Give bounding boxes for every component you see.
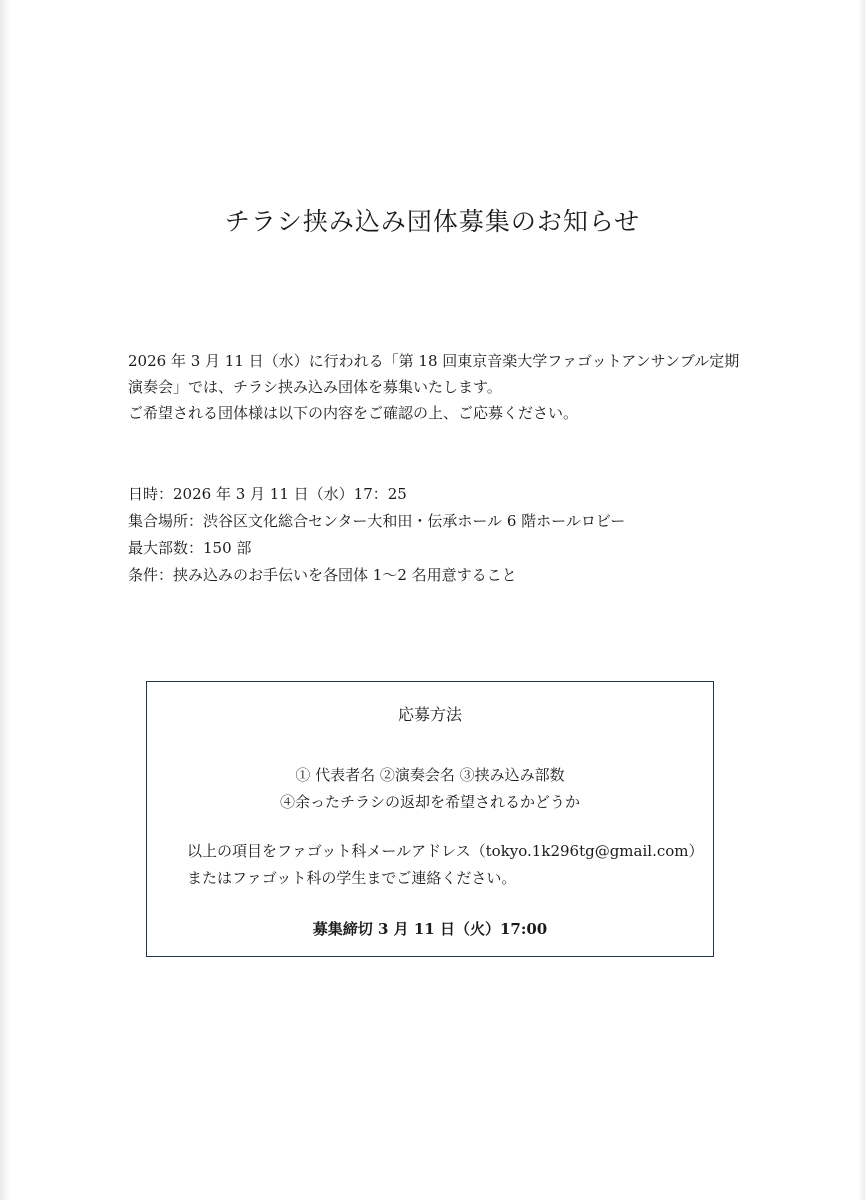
application-items — [147, 762, 713, 816]
intro-line: 演奏会」では、チラシ挟み込み団体を募集いたします。 — [128, 378, 502, 396]
contact-line: またはファゴット科の学生までご連絡ください。 — [187, 869, 517, 887]
detail-datetime: 日時：2026 年 3 月 11 日（水）17：25 — [128, 485, 407, 503]
detail-meeting-place: 集合場所：渋谷区文化総合センター大和田・伝承ホール 6 階ホールロビー — [128, 512, 626, 530]
detail-max-copies: 最大部数：150 部 — [128, 539, 252, 557]
application-contact — [187, 838, 704, 892]
event-details — [128, 481, 748, 589]
contact-line: 以上の項目をファゴット科メールアドレス（tokyo.1k296tg@gmail.com） — [187, 842, 704, 860]
application-item-line: ① 代表者名 ②演奏会名 ③挟み込み部数 — [295, 766, 565, 784]
page-edge-shadow-right — [859, 0, 865, 1200]
application-deadline: 募集締切 3 月 11 日（火）17:00 — [312, 920, 548, 938]
application-box — [146, 681, 714, 957]
application-heading: 応募方法 — [397, 705, 462, 724]
intro-line: 2026 年 3 月 11 日（水）に行われる「第 18 回東京音楽大学ファゴットアンサンブル定期 — [128, 352, 740, 370]
page-edge-shadow — [0, 0, 10, 1200]
application-item-line: ④余ったチラシの返却を希望されるかどうか — [279, 793, 580, 811]
intro-paragraph — [128, 348, 748, 426]
detail-conditions: 条件：挟み込みのお手伝いを各団体 1〜2 名用意すること — [128, 566, 517, 584]
intro-line: ご希望される団体様は以下の内容をご確認の上、ご応募ください。 — [128, 404, 579, 422]
page-title: チラシ挟み込み団体募集のお知らせ — [224, 207, 641, 236]
